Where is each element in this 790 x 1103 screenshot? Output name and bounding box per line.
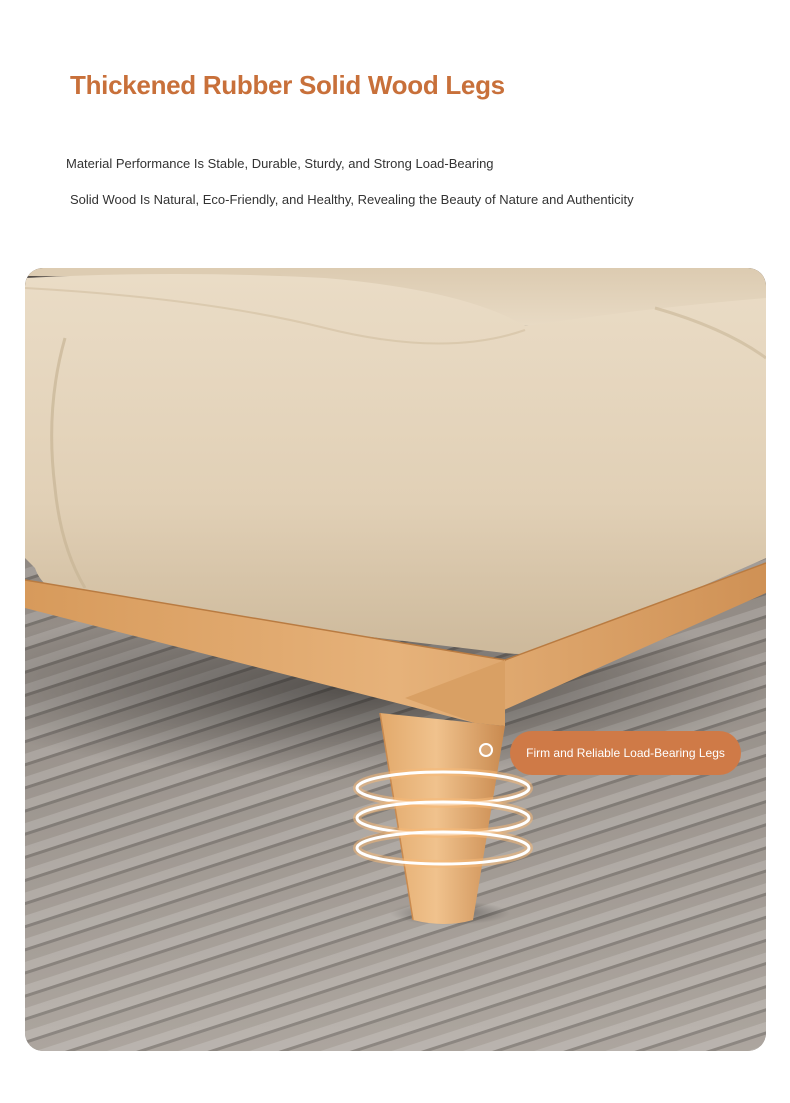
feature-line-performance: Material Performance Is Stable, Durable, Sturdy, and Strong Load-Bearing [66,156,494,171]
callout-label: Firm and Reliable Load-Bearing Legs [510,731,741,775]
product-photo [25,268,766,1051]
sofa-leg-illustration [25,268,766,1051]
page-title: Thickened Rubber Solid Wood Legs [70,70,505,100]
callout-dot-icon [479,743,493,757]
feature-line-natural: Solid Wood Is Natural, Eco-Friendly, and Healthy, Revealing the Beauty of Nature and Authenticity [70,192,634,207]
